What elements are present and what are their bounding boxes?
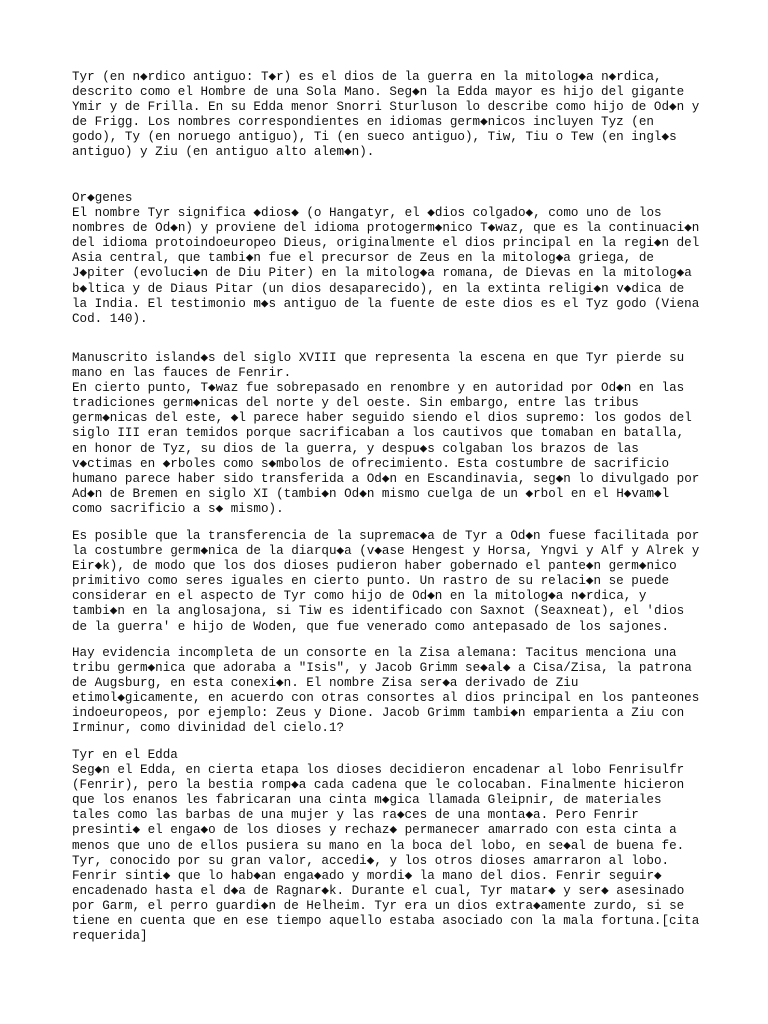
document-page [72, 70, 712, 944]
origenes-section: Or◆genes El nombre Tyr significa ◆dios◆ (o Hangatyr, el ◆dios colgado◆, como uno de los nombres de Od◆n) y proviene del idioma protogerm◆nico T◆waz, que es la continuaci◆n del idioma protoindoeuropeo Dieus, originalmente el dios principal en la regi◆n del Asia central, que tambi◆n fue el precursor de Zeus en la mitolog◆a griega, de J◆piter (evoluci◆n de Diu Piter) en la mitolog◆a romana, de Dievas en la mitolog◆a b◆ltica y de Diaus Pitar (un dios desaparecido), en la extinta religi◆n v◆dica de la India. El testimonio m◆s antiguo de la fuente de este dios es el Tyz godo (Viena Cod. 140). [72, 191, 700, 326]
intro-paragraph: Tyr (en n◆rdico antiguo: T◆r) es el dios de la guerra en la mitolog◆a n◆rdica, descrito como el Hombre de una Sola Mano. Seg◆n la Edda mayor es hijo del gigante Ymir y de Frilla. En su Edda menor Snorri Sturluson lo describe como hijo de Od◆n y de Frigg. Los nombres correspondientes en idiomas germ◆nicos incluyen Tyz (en godo), Ty (en noruego antiguo), Ti (en sueco antiguo), Tiw, Tiu o Tew (en ingl◆s antiguo) y Ziu (en antiguo alto alem◆n). [72, 70, 700, 160]
transferencia-paragraph: Es posible que la transferencia de la supremac◆a de Tyr a Od◆n fuese facilitada por la costumbre germ◆nica de la diarqu◆a (v◆ase Hengest y Horsa, Yngvi y Alf y Alrek y Eir◆k), de modo que los dos dioses pudieron haber gobernado el pante◆n germ◆nico primitivo como seres iguales en cierto punto. Un rastro de su relaci◆n se puede considerar en el aspecto de Tyr como hijo de Od◆n en la mitolog◆a n◆rdica, y tambi◆n en la anglosajona, si Tiw es identificado con Saxnot (Seaxneat), el 'dios de la guerra' e hijo de Woden, que fue venerado como antepasado de los sajones. [72, 529, 700, 634]
edda-section: Tyr en el Edda Seg◆n el Edda, en cierta etapa los dioses decidieron encadenar al lobo Fenrisulfr (Fenrir), pero la bestia romp◆a cada cadena que le colocaban. Finalmente hicieron que los enanos les fabricaran una cinta m◆gica llamada Gleipnir, de materiales tales como las barbas de una mujer y las ra◆ces de una monta◆a. Pero Fenrir presinti◆ el enga◆o de los dioses y rechaz◆ permanecer amarrado con esta cinta a menos que uno de ellos pusiera su mano en la boca del lobo, en se◆al de buena fe. Tyr, conocido por su gran valor, accedi◆, y los otros dioses amarraron al lobo. Fenrir sinti◆ que lo hab◆an enga◆ado y mordi◆ la mano del dios. Fenrir seguir◆ encadenado hasta el d◆a de Ragnar◆k. Durante el cual, Tyr matar◆ y ser◆ asesinado por Garm, el perro guardi◆n de Helheim. Tyr era un dios extra◆amente zurdo, si se tiene en cuenta que en ese tiempo aquello estaba asociado con la mala fortuna.[cita requerida] [72, 748, 700, 944]
manuscrito-section: Manuscrito island◆s del siglo XVIII que representa la escena en que Tyr pierde su mano en las fauces de Fenrir. En cierto punto, T◆waz fue sobrepasado en renombre y en autoridad por Od◆n en las tradiciones germ◆nicas del norte y del oeste. Sin embargo, entre las tribus germ◆nicas del este, ◆l parece haber seguido siendo el dios supremo: los godos del siglo III eran temidos porque sacrificaban a los cautivos que tomaban en batalla, en honor de Tyz, su dios de la guerra, y despu◆s colgaban los brazos de las v◆ctimas en ◆rboles como s◆mbolos de ofrecimiento. Esta costumbre de sacrificio humano parece haber sido transferida a Od◆n en Escandinavia, seg◆n lo divulgado por Ad◆n de Bremen en siglo XI (tambi◆n Od◆n mismo cuelga de un ◆rbol en el H◆vam◆l como sacrificio a s◆ mismo). [72, 351, 700, 516]
consorte-paragraph: Hay evidencia incompleta de un consorte en la Zisa alemana: Tacitus menciona una tribu germ◆nica que adoraba a "Isis", y Jacob Grimm se◆al◆ a Cisa/Zisa, la patrona de Augsburg, en esta conexi◆n. El nombre Zisa ser◆a derivado de Ziu etimol◆gicamente, en acuerdo con otras consortes al dios principal en los panteones indoeuropeos, por ejemplo: Zeus y Dione. Jacob Grimm tambi◆n emparienta a Ziu con Irminur, como divinidad del cielo.1? [72, 646, 700, 736]
